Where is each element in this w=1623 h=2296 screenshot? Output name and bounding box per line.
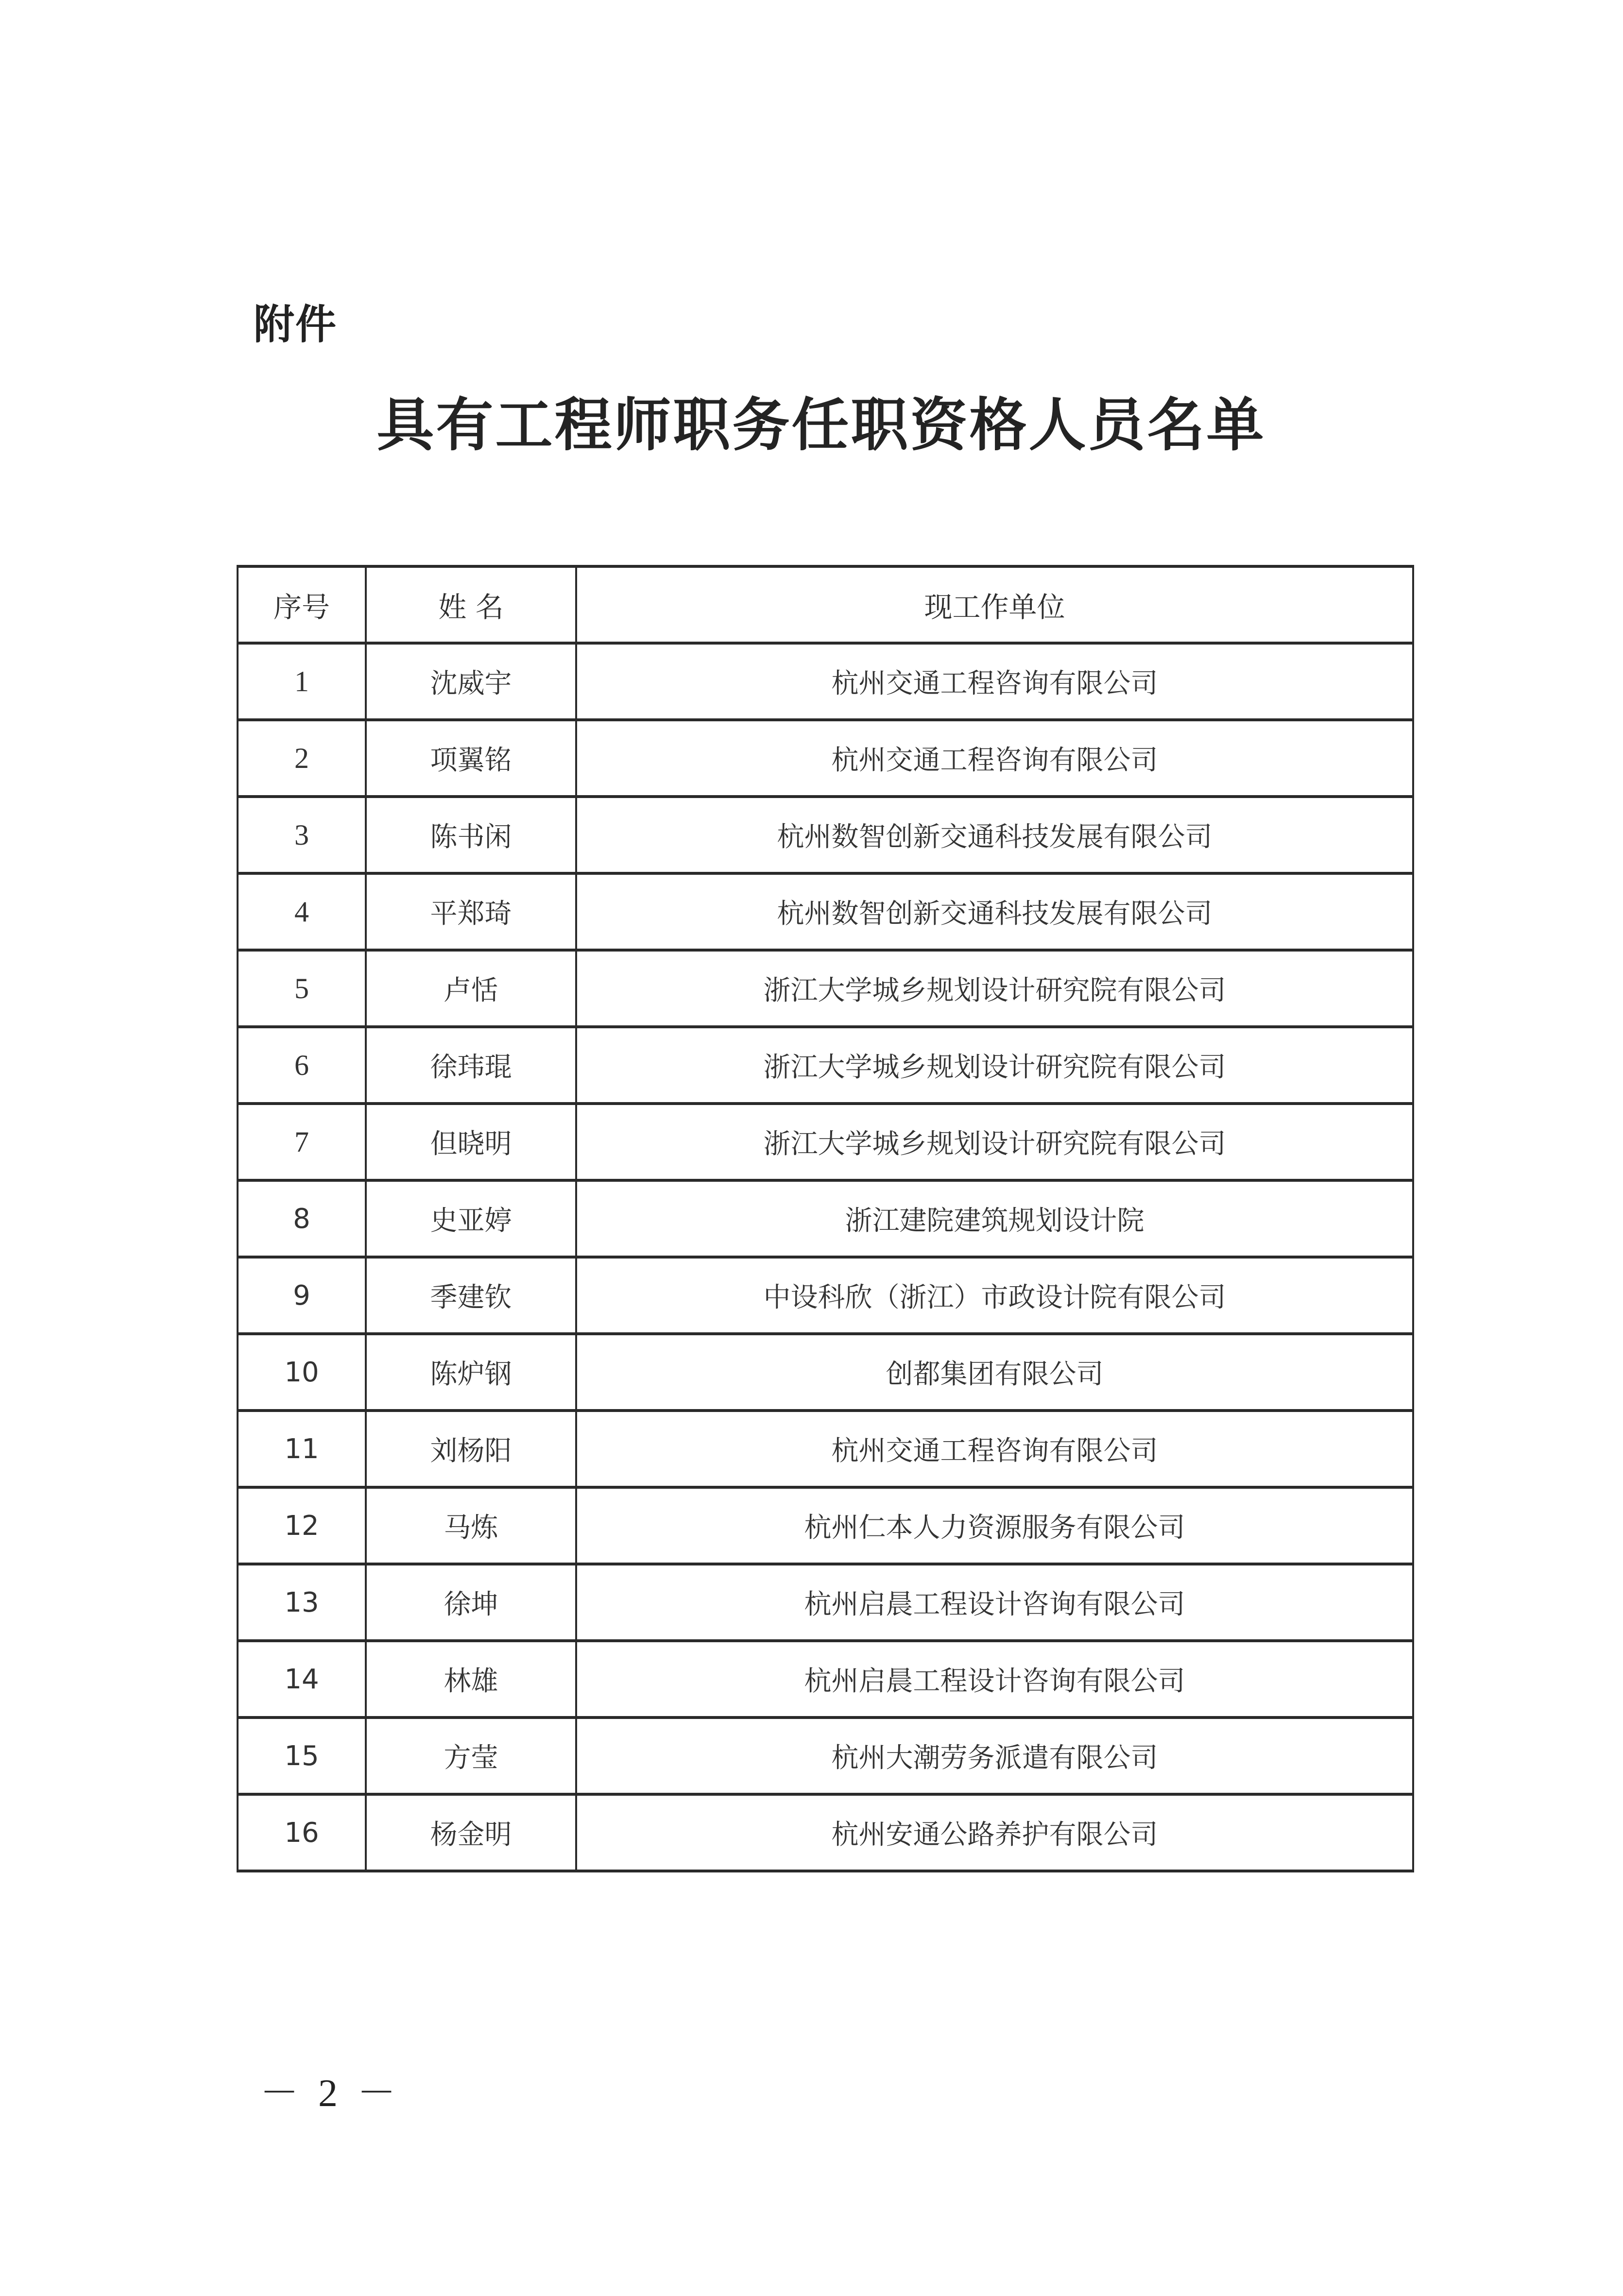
table-row xyxy=(238,1180,1413,1257)
row-serial-number: 11 xyxy=(238,1411,366,1487)
row-work-unit: 浙江大学城乡规划设计研究院有限公司 xyxy=(576,1104,1413,1180)
row-serial-number: 13 xyxy=(238,1564,366,1641)
table-row xyxy=(238,1487,1413,1564)
row-work-unit: 杭州大潮劳务派遣有限公司 xyxy=(576,1718,1413,1794)
header-serial-number: 序号 xyxy=(238,566,366,643)
row-work-unit: 杭州数智创新交通科技发展有限公司 xyxy=(576,797,1413,873)
table-row xyxy=(238,1641,1413,1718)
row-work-unit: 创都集团有限公司 xyxy=(576,1334,1413,1411)
personnel-roster-table xyxy=(237,565,1414,1872)
table-row xyxy=(238,1411,1413,1487)
page-number: － 2 － xyxy=(260,2072,401,2115)
table-body xyxy=(238,643,1413,1871)
table-row xyxy=(238,873,1413,950)
table-row xyxy=(238,950,1413,1027)
row-name: 卢恬 xyxy=(366,950,576,1027)
row-name: 方莹 xyxy=(366,1718,576,1794)
row-serial-number: 16 xyxy=(238,1794,366,1871)
table-header-row xyxy=(238,566,1413,643)
header-work-unit: 现工作单位 xyxy=(576,566,1413,643)
row-work-unit: 杭州交通工程咨询有限公司 xyxy=(576,1411,1413,1487)
document-title: 具有工程师职务任职资格人员名单 xyxy=(376,391,1266,459)
table-row xyxy=(238,1104,1413,1180)
table-row xyxy=(238,1027,1413,1104)
row-name: 平郑琦 xyxy=(366,873,576,950)
row-serial-number: 4 xyxy=(238,873,366,950)
row-work-unit: 浙江建院建筑规划设计院 xyxy=(576,1180,1413,1257)
row-name: 项翼铭 xyxy=(366,720,576,797)
row-name: 徐坤 xyxy=(366,1564,576,1641)
attachment-label: 附件 xyxy=(254,301,338,348)
row-serial-number: 9 xyxy=(238,1257,366,1334)
row-serial-number: 15 xyxy=(238,1718,366,1794)
row-name: 徐玮琨 xyxy=(366,1027,576,1104)
row-work-unit: 杭州安通公路养护有限公司 xyxy=(576,1794,1413,1871)
row-serial-number: 12 xyxy=(238,1487,366,1564)
row-work-unit: 杭州启晨工程设计咨询有限公司 xyxy=(576,1641,1413,1718)
row-name: 刘杨阳 xyxy=(366,1411,576,1487)
row-work-unit: 中设科欣（浙江）市政设计院有限公司 xyxy=(576,1257,1413,1334)
row-work-unit: 浙江大学城乡规划设计研究院有限公司 xyxy=(576,1027,1413,1104)
row-serial-number: 3 xyxy=(238,797,366,873)
row-name: 陈书闲 xyxy=(366,797,576,873)
table-row xyxy=(238,1334,1413,1411)
row-serial-number: 10 xyxy=(238,1334,366,1411)
row-work-unit: 浙江大学城乡规划设计研究院有限公司 xyxy=(576,950,1413,1027)
row-serial-number: 8 xyxy=(238,1180,366,1257)
row-serial-number: 6 xyxy=(238,1027,366,1104)
row-serial-number: 2 xyxy=(238,720,366,797)
row-work-unit: 杭州启晨工程设计咨询有限公司 xyxy=(576,1564,1413,1641)
row-name: 史亚婷 xyxy=(366,1180,576,1257)
row-name: 马炼 xyxy=(366,1487,576,1564)
row-work-unit: 杭州数智创新交通科技发展有限公司 xyxy=(576,873,1413,950)
row-work-unit: 杭州仁本人力资源服务有限公司 xyxy=(576,1487,1413,1564)
table-row xyxy=(238,720,1413,797)
header-name: 姓 名 xyxy=(366,566,576,643)
row-name: 沈威宇 xyxy=(366,643,576,720)
row-name: 但晓明 xyxy=(366,1104,576,1180)
table-row xyxy=(238,643,1413,720)
row-work-unit: 杭州交通工程咨询有限公司 xyxy=(576,643,1413,720)
row-work-unit: 杭州交通工程咨询有限公司 xyxy=(576,720,1413,797)
row-serial-number: 7 xyxy=(238,1104,366,1180)
table-row xyxy=(238,1257,1413,1334)
row-name: 陈炉钢 xyxy=(366,1334,576,1411)
table-row xyxy=(238,1718,1413,1794)
row-name: 季建钦 xyxy=(366,1257,576,1334)
table-row xyxy=(238,1794,1413,1871)
table-row xyxy=(238,1564,1413,1641)
row-name: 杨金明 xyxy=(366,1794,576,1871)
row-name: 林雄 xyxy=(366,1641,576,1718)
row-serial-number: 1 xyxy=(238,643,366,720)
row-serial-number: 14 xyxy=(238,1641,366,1718)
table-row xyxy=(238,797,1413,873)
row-serial-number: 5 xyxy=(238,950,366,1027)
